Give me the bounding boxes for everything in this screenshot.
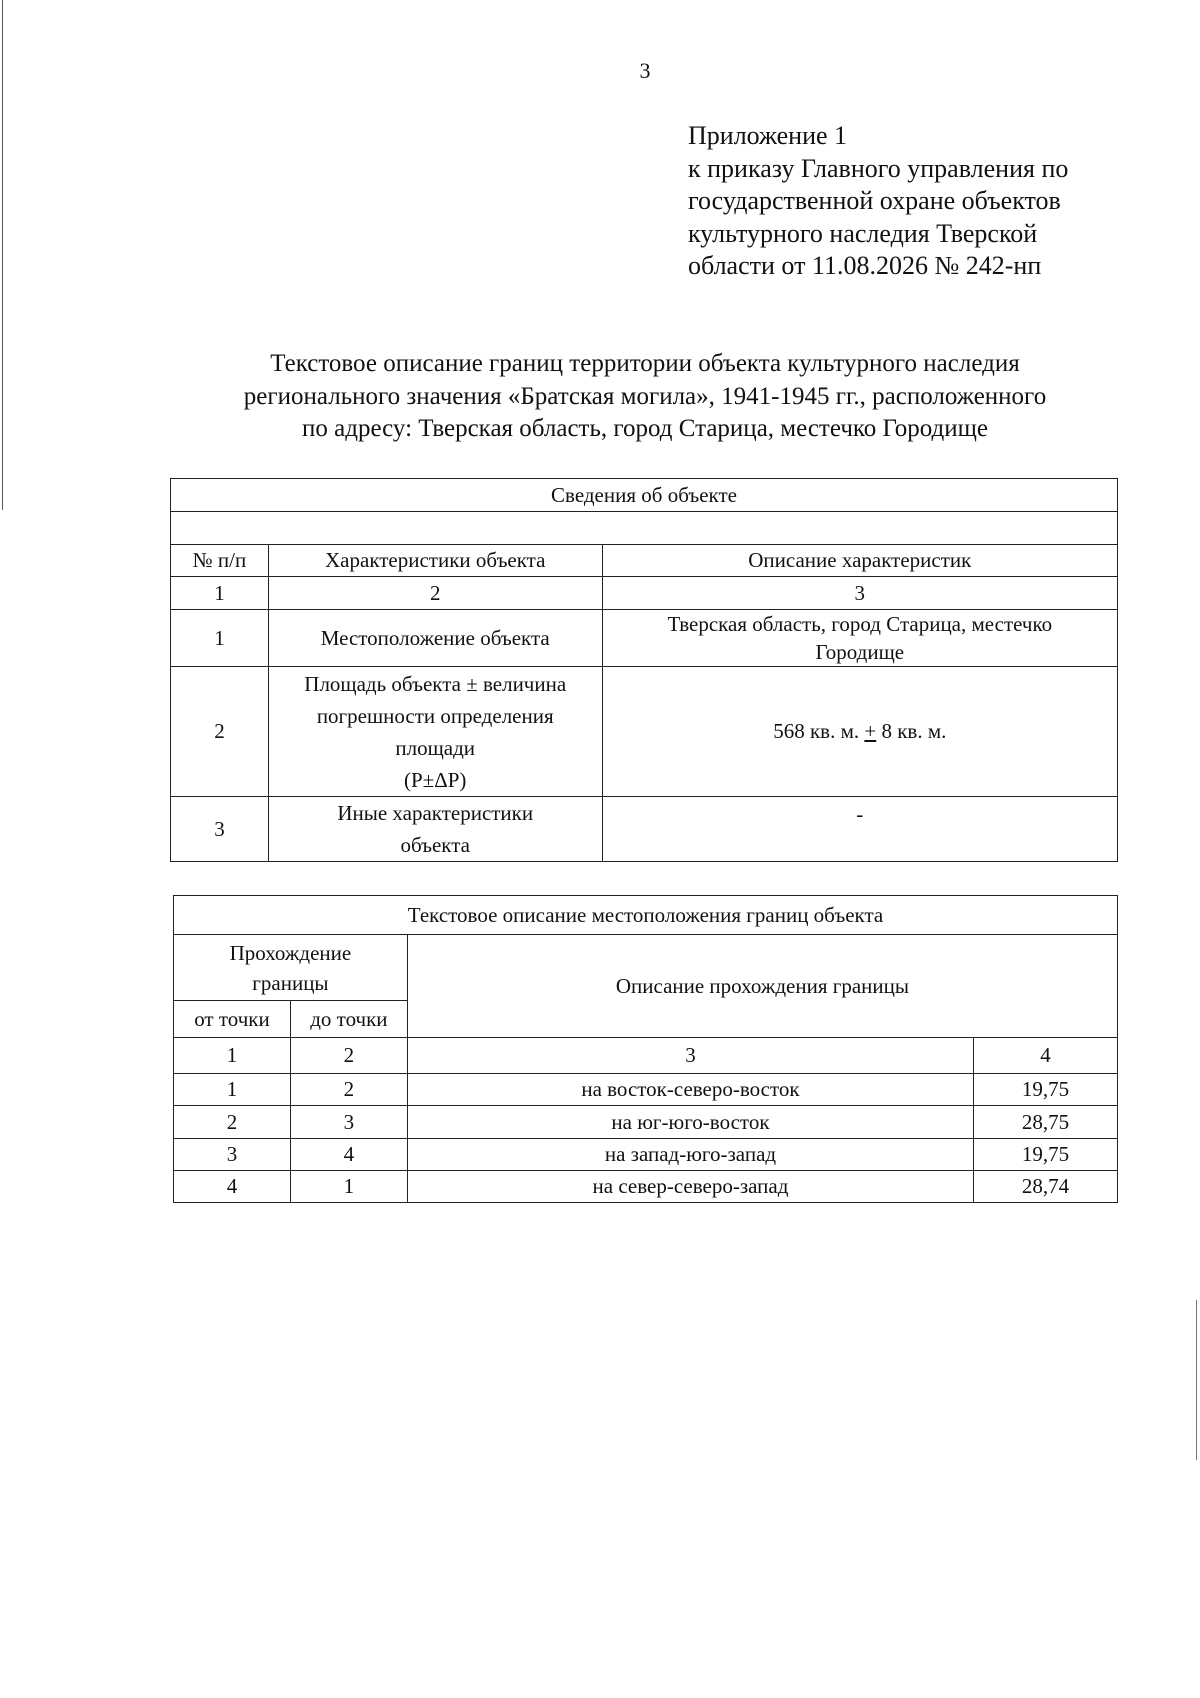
appendix-line: государственной охране объектов bbox=[688, 186, 1061, 215]
name-line: Иные характеристики bbox=[337, 801, 534, 825]
area-value: 568 кв. м. bbox=[773, 719, 865, 743]
value-line: Городище bbox=[815, 640, 905, 664]
from-point: 3 bbox=[174, 1139, 291, 1171]
characteristic-name: Местоположение объекта bbox=[268, 610, 602, 667]
characteristic-value bbox=[602, 797, 1117, 862]
scan-edge-right bbox=[1196, 1300, 1197, 1460]
header-line: Прохождение bbox=[229, 940, 352, 965]
characteristic-value bbox=[602, 610, 1117, 667]
header-line: границы bbox=[252, 970, 329, 995]
from-point: 2 bbox=[174, 1106, 291, 1139]
header-passage-description: Описание прохождения границы bbox=[407, 935, 1117, 1038]
row-number: 2 bbox=[171, 667, 269, 797]
row-number: 1 bbox=[171, 610, 269, 667]
title-line: Текстовое описание границ территории объекта культурного наследия bbox=[270, 350, 1020, 377]
area-error: 8 кв. м. bbox=[876, 719, 947, 743]
characteristic-name bbox=[268, 797, 602, 862]
header-number: № п/п bbox=[171, 545, 269, 577]
boundary-table bbox=[173, 895, 1118, 1203]
document-title bbox=[150, 348, 1140, 446]
value-line: Тверская область, город Старица, местечко bbox=[667, 612, 1053, 636]
appendix-line: к приказу Главного управления по bbox=[688, 153, 1069, 183]
to-point: 4 bbox=[290, 1139, 407, 1171]
appendix-line: области от 11.08.2026 № 242-нп bbox=[688, 251, 1042, 280]
column-number: 3 bbox=[407, 1038, 973, 1074]
row-number: 3 bbox=[171, 797, 269, 862]
header-passage-group bbox=[174, 935, 408, 1001]
column-number: 1 bbox=[174, 1038, 291, 1074]
direction: на юг-юго-восток bbox=[407, 1106, 973, 1139]
header-to-point: до точки bbox=[290, 1001, 407, 1038]
table-row bbox=[174, 1074, 1118, 1106]
column-number: 4 bbox=[974, 1038, 1118, 1074]
plus-minus-sign: + bbox=[864, 719, 877, 743]
column-number: 2 bbox=[268, 577, 602, 610]
appendix-line: Приложение 1 bbox=[688, 121, 848, 150]
from-point: 1 bbox=[174, 1074, 291, 1106]
segment-length: 28,74 bbox=[974, 1171, 1118, 1203]
segment-length: 19,75 bbox=[974, 1139, 1118, 1171]
table-row bbox=[174, 1106, 1118, 1139]
empty-row bbox=[171, 512, 1118, 545]
segment-length: 28,75 bbox=[974, 1106, 1118, 1139]
name-line: площади bbox=[395, 735, 476, 760]
title-line: по адресу: Тверская область, город Старица, местечко Городище bbox=[302, 415, 988, 442]
to-point: 2 bbox=[290, 1074, 407, 1106]
characteristic-name bbox=[268, 667, 602, 797]
name-line: объекта bbox=[400, 833, 470, 857]
appendix-header bbox=[688, 120, 1120, 283]
direction: на восток-северо-восток bbox=[407, 1074, 973, 1106]
table-row bbox=[174, 1171, 1118, 1203]
appendix-line: культурного наследия Тверской bbox=[688, 218, 1038, 248]
column-number: 2 bbox=[290, 1038, 407, 1074]
object-table-caption: Сведения об объекте bbox=[171, 479, 1118, 512]
page-number: 3 bbox=[639, 58, 651, 83]
characteristic-value bbox=[602, 667, 1117, 797]
to-point: 1 bbox=[290, 1171, 407, 1203]
column-number: 1 bbox=[171, 577, 269, 610]
direction: на север-северо-запад bbox=[407, 1171, 973, 1203]
table-row bbox=[174, 1139, 1118, 1171]
name-line: Площадь объекта ± величина bbox=[304, 671, 567, 696]
header-characteristic: Характеристики объекта bbox=[268, 545, 602, 577]
column-number: 3 bbox=[602, 577, 1117, 610]
header-description: Описание характеристик bbox=[602, 545, 1117, 577]
name-line: погрешности определения bbox=[316, 703, 554, 728]
from-point: 4 bbox=[174, 1171, 291, 1203]
title-line: регионального значения «Братская могила», 1941-1945 гг., расположенного bbox=[243, 382, 1047, 410]
value-line: - bbox=[856, 802, 864, 826]
name-line: (Р±ΔР) bbox=[404, 767, 467, 792]
segment-length: 19,75 bbox=[974, 1074, 1118, 1106]
to-point: 3 bbox=[290, 1106, 407, 1139]
boundary-table-caption: Текстовое описание местоположения границ объекта bbox=[174, 896, 1118, 935]
direction: на запад-юго-запад bbox=[407, 1139, 973, 1171]
object-info-table bbox=[170, 478, 1118, 862]
header-from-point: от точки bbox=[174, 1001, 291, 1038]
